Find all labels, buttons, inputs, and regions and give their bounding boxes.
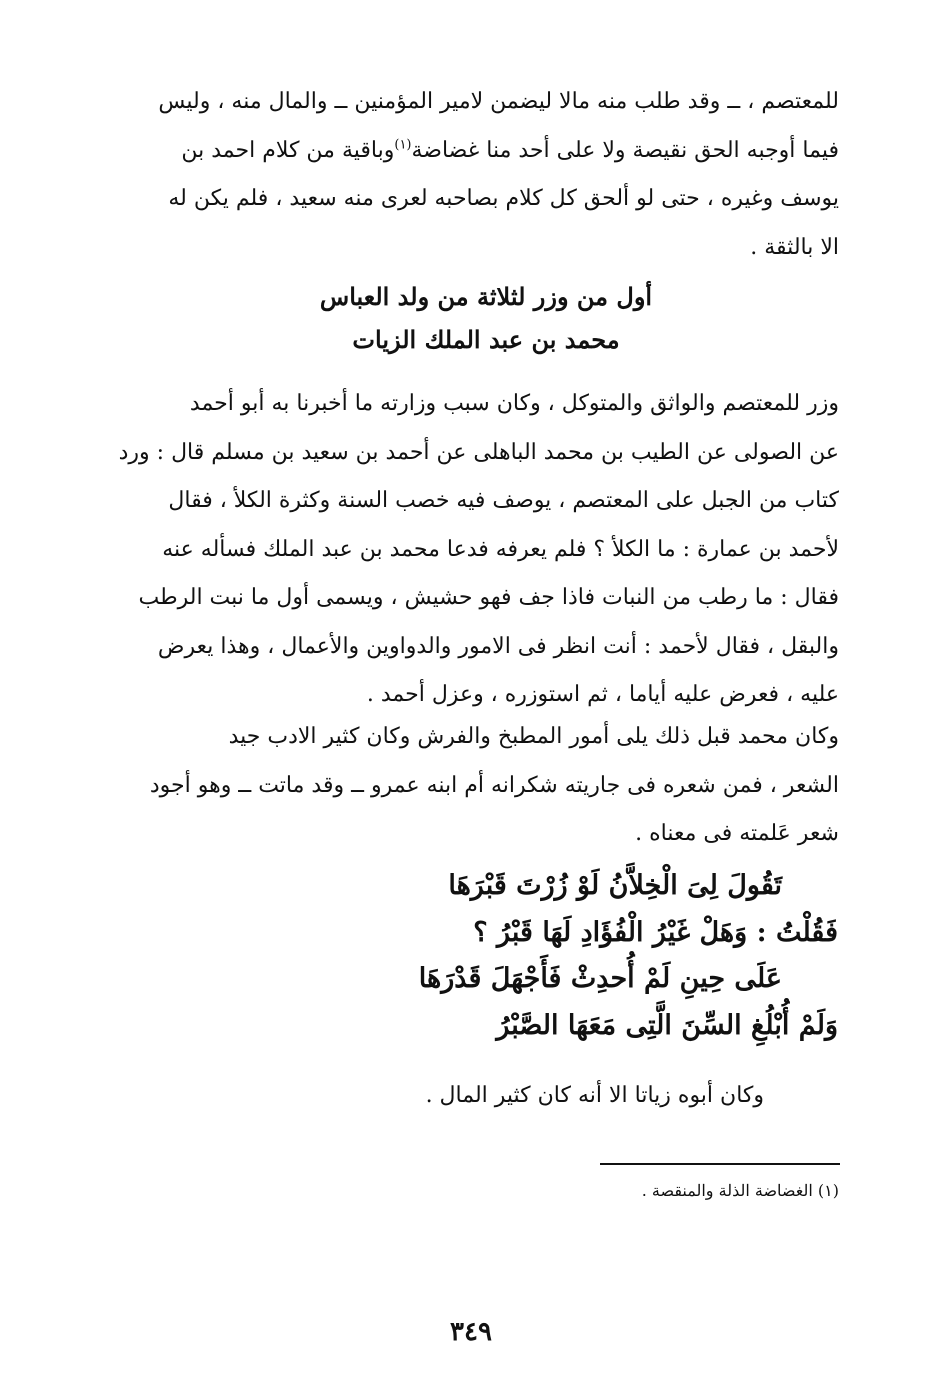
section-subheading: محمد بن عبد الملك الزيات bbox=[352, 325, 620, 354]
footnote-divider bbox=[600, 1163, 840, 1165]
verse-line: فَقُلْتُ : وَهَلْ غَيْرُ الْفُؤَادِ لَهَا قَبْرُ ؟ bbox=[473, 917, 838, 948]
paragraph-intro bbox=[133, 78, 839, 272]
verse-line: عَلَى حِينِ لَمْ أُحدِثْ فَأَجْهَلَ قَدْرَهَا bbox=[418, 963, 782, 994]
verse-line: وَلَمْ أُبْلُغِ السِّنَ الَّتِى مَعَهَا الصَّبْرُ bbox=[496, 1010, 838, 1041]
text-line: الا بالثقة . bbox=[750, 234, 839, 260]
text-line: عن الصولى عن الطيب بن محمد الباهلى عن أحمد بن سعيد بن مسلم قال : ورد bbox=[118, 439, 839, 465]
text-line: يوسف وغيره ، حتى لو ألحق كل كلام بصاحبه لعرى منه سعيد ، فلم يكن له bbox=[168, 186, 839, 211]
text-line: وكان أبوه زياتا الا أنه كان كثير المال . bbox=[425, 1083, 764, 1108]
text-line: الشعر ، فمن شعره فى جاريته شكرانه أم ابنه عمرو ــ وقد ماتت ــ وهو أجود bbox=[149, 772, 839, 798]
page-number: ٣٤٩ bbox=[450, 1317, 492, 1347]
text-line bbox=[133, 127, 839, 176]
text-line: عليه ، فعرض عليه أياما ، ثم استوزره ، وعزل أحمد . bbox=[366, 682, 839, 707]
text-line: للمعتصم ، ــ وقد طلب منه مالا ليضمن لامير المؤمنين ــ والمال منه ، وليس bbox=[158, 89, 839, 114]
text-line: وزر للمعتصم والواثق والمتوكل ، وكان سبب وزارته ما أخبرنا به أبو أحمد bbox=[189, 391, 839, 416]
text-line: وكان محمد قبل ذلك يلى أمور المطبخ والفرش وكان كثير الادب جيد bbox=[228, 724, 839, 749]
text-line: شعر عَلمته فى معناه . bbox=[635, 821, 839, 846]
verse-line: تَقُولَ لِىَ الْخِلاَّنُ لَوْ زُرْتَ قَبْرَهَا bbox=[448, 870, 782, 901]
footnote-reference: (١) bbox=[394, 137, 412, 153]
text-segment: فيما أوجبه الحق نقيصة ولا على أحد منا غضاضة bbox=[411, 137, 839, 163]
text-line: والبقل ، فقال لأحمد : أنت انظر فى الامور والدواوين والأعمال ، وهذا يعرض bbox=[157, 633, 839, 659]
paragraph-closing bbox=[426, 1072, 764, 1121]
text-line: فقال : ما رطب من النبات فاذا جف فهو حشيش ، ويسمى أول ما نبت الرطب bbox=[138, 585, 839, 610]
footnote: (١) الغضاضة الذلة والمنقصة . bbox=[641, 1181, 839, 1200]
section-heading: أول من وزر لثلاثة من ولد العباس bbox=[319, 282, 653, 311]
paragraph-vizier-story bbox=[118, 380, 839, 720]
paragraph-poetry-intro bbox=[133, 713, 839, 859]
text-line: لأحمد بن عمارة : ما الكلأ ؟ فلم يعرفه فدعا محمد بن عبد الملك فسأله عنه bbox=[162, 536, 839, 562]
text-segment: وباقية من كلام احمد بن bbox=[181, 137, 395, 163]
text-line: كتاب من الجبل على المعتصم ، يوصف فيه خصب السنة وكثرة الكلأ ، فقال bbox=[168, 488, 839, 513]
